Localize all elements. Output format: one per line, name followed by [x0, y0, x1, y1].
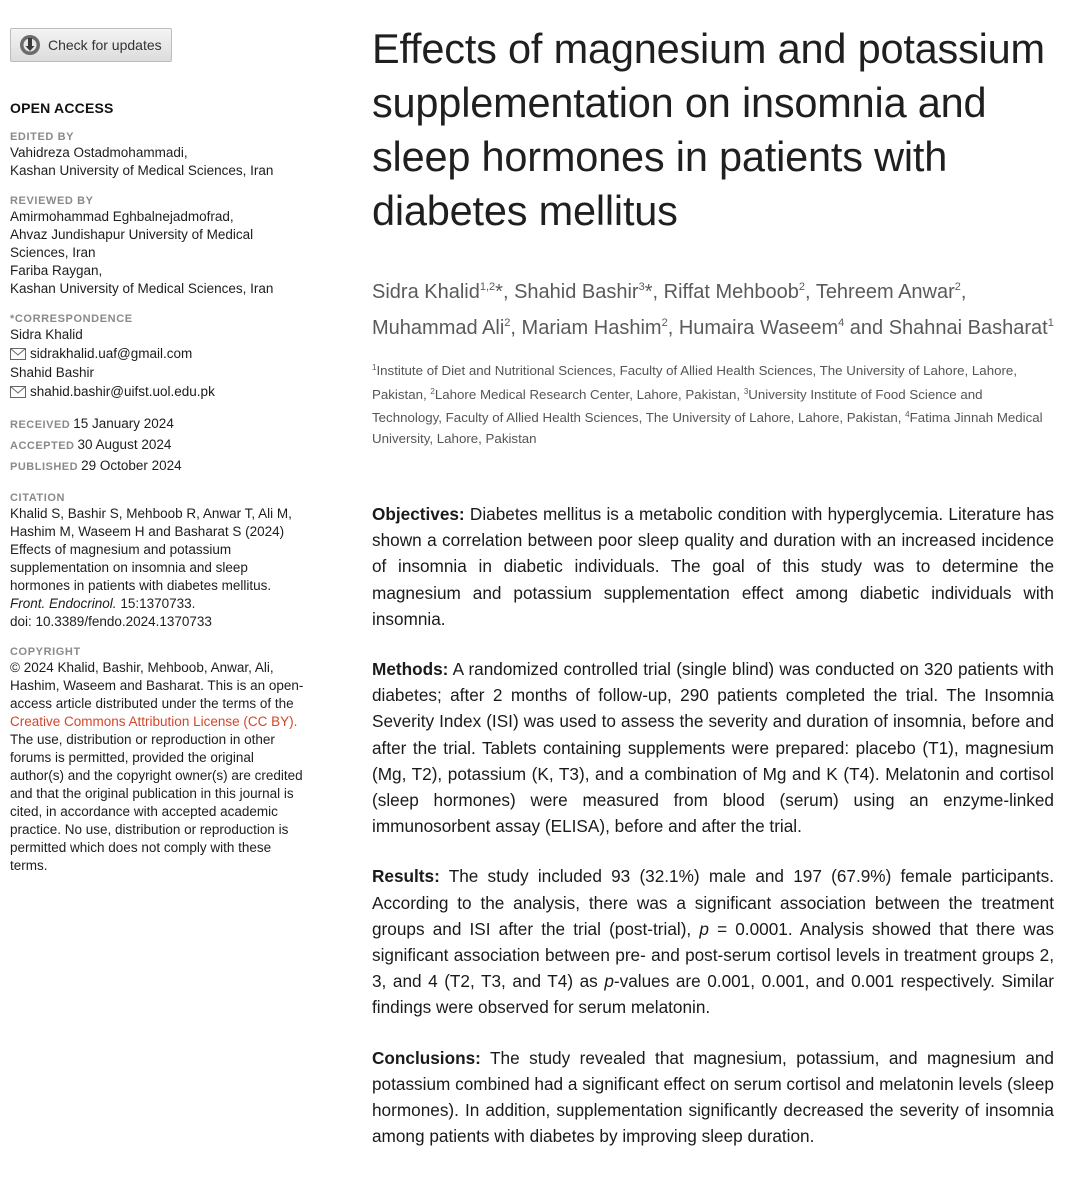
copyright-pre: © 2024 Khalid, Bashir, Mehboob, Anwar, Ali, Hashim, Waseem and Basharat. This is an open-access article distributed under the terms of the [10, 660, 304, 711]
citation-journal: Front. Endocrinol. [10, 596, 117, 611]
abstract-results [372, 863, 1054, 1020]
reviewer-line: Kashan University of Medical Sciences, Iran [10, 281, 274, 296]
correspondence-marker: * [644, 281, 653, 303]
edited-by-label: EDITED BY [10, 131, 75, 143]
affiliations [372, 358, 1054, 449]
citation-line: Effects of magnesium and potassium [10, 542, 232, 557]
article-sidebar [10, 28, 330, 875]
published-date: 29 October 2024 [81, 458, 182, 473]
correspondent-email[interactable]: shahid.bashir@uifst.uol.edu.pk [30, 384, 215, 399]
affiliation-number: 2 [430, 386, 435, 396]
affiliation-text: Institute of Diet and Nutritional Sciences, Faculty of Allied Health Sciences, The University of Lahore, Lahore, Pakistan, [372, 363, 1018, 402]
accepted-date: 30 August 2024 [77, 437, 172, 452]
received-date: 15 January 2024 [73, 416, 174, 431]
author-affiliation-marker: 2 [504, 317, 511, 329]
affiliation-number: 1 [372, 363, 377, 372]
citation-line: Khalid S, Bashir S, Mehboob R, Anwar T, Ali M, [10, 506, 292, 521]
affiliation-number: 3 [743, 386, 749, 396]
author-name[interactable]: Mariam Hashim [521, 317, 662, 339]
accepted-label: ACCEPTED [10, 440, 75, 452]
copyright-label: COPYRIGHT [10, 646, 81, 658]
author-separator: , [502, 281, 515, 303]
author-affiliation-marker: 1,2 [479, 281, 496, 293]
affiliation-number: 4 [905, 410, 910, 419]
author-affiliation-marker: 2 [798, 281, 806, 293]
author-name[interactable]: Riffat Mehboob [663, 281, 799, 303]
cc-license-link[interactable]: Creative Commons Attribution License (CC BY). [10, 714, 298, 729]
author-affiliation-marker: 1 [1047, 317, 1054, 329]
copyright-post: The use, distribution or reproduction in other forums is permitted, provided the original author(s) and the copyright owner(s) are credited and that the original publication in this journal is cited, in accordance with accepted academic practice. No use, distribution or reproduction is permitted which does not comply with these terms. [10, 732, 303, 873]
reviewer-line: Amirmohammad Eghbalnejadmofrad, [10, 209, 234, 224]
author-separator: , [805, 281, 816, 303]
citation-doi[interactable]: doi: 10.3389/fendo.2024.1370733 [10, 614, 212, 629]
author-name[interactable]: Humaira Waseem [678, 317, 839, 339]
correspondent-email-row [10, 344, 330, 364]
author-separator: , [652, 281, 664, 303]
objectives-heading: Objectives: [372, 504, 465, 524]
editor-name: Vahidreza Ostadmohammadi, [10, 145, 188, 160]
author-separator: , [667, 317, 679, 339]
published-label: PUBLISHED [10, 461, 79, 473]
citation-line: Hashim M, Waseem H and Basharat S (2024) [10, 524, 285, 539]
author-separator: , [510, 317, 522, 339]
open-access-label: OPEN ACCESS [10, 100, 114, 116]
correspondent-name: Shahid Bashir [10, 365, 95, 380]
mail-icon [10, 348, 26, 360]
affiliation-text: Lahore Medical Research Center, Lahore, Pakistan, [434, 386, 744, 402]
citation-journal-line [10, 595, 330, 613]
published-row [10, 456, 330, 477]
reviewer-line: Ahvaz Jundishapur University of Medical [10, 227, 254, 242]
conclusions-text: The study revealed that magnesium, potassium, and magnesium and potassium combined had a significant effect on serum cortisol and melatonin levels (sleep hormones). In addition, supplementation significantly decreased the severity of insomnia among patients with diabetes by improving sleep duration. [372, 1047, 1054, 1147]
citation-label: CITATION [10, 492, 66, 504]
results-text: The study included 93 (32.1%) male and 197 (67.9%) female participants. According to the analysis, there was a significant association between the treatment groups and ISI after the trial (post-trial), [372, 866, 1054, 939]
author-separator: , [960, 281, 967, 303]
affiliation-text: University Institute of Food Science and Technology, Faculty of Allied Health Sciences, The University of Lahore, Lahore, Pakistan, [372, 386, 983, 425]
article-title: Effects of magnesium and potassium supplementation on insomnia and sleep hormones in patients with diabetes mellitus [372, 25, 1045, 234]
author-affiliation-marker: 4 [838, 317, 845, 329]
check-for-updates-icon [19, 34, 41, 56]
author-name[interactable]: Shahnai Basharat [888, 317, 1048, 339]
author-name[interactable]: Muhammad Ali [372, 317, 505, 339]
p-symbol: p [604, 971, 614, 992]
dates-block [10, 414, 330, 477]
author-separator: and [844, 317, 889, 339]
p-symbol: p [699, 918, 709, 939]
author-affiliation-marker: 2 [661, 317, 668, 329]
editor-affiliation: Kashan University of Medical Sciences, Iran [10, 163, 274, 178]
abstract [372, 501, 1054, 1149]
reviewer-line: Fariba Raygan, [10, 263, 103, 278]
conclusions-heading: Conclusions: [372, 1047, 481, 1068]
correspondence-label: *CORRESPONDENCE [10, 313, 133, 325]
author-name[interactable]: Sidra Khalid [372, 281, 480, 303]
methods-text: A randomized controlled trial (single blind) was conducted on 320 patients with diabetes; after 2 months of follow-up, 290 patients completed the trial. The Insomnia Severity Index (ISI) was used to assess the severity and duration of insomnia, before and after the trial. Tablets containing supplements were prepared: placebo (T1), magnesium (Mg, T2), potassium (K, T3), and a combination of Mg and K (T4). Melatonin and cortisol (sleep hormones) were measured from blood (serum) using an enzyme-linked immunosorbent assay (ELISA), before and after the trial. [372, 659, 1054, 837]
results-heading: Results: [372, 866, 440, 887]
mail-icon [10, 386, 26, 398]
received-label: RECEIVED [10, 419, 71, 431]
article-main [372, 22, 1054, 1173]
citation-volume: 15:1370733. [116, 596, 196, 611]
citation-line: hormones in patients with diabetes mellitus. [10, 578, 272, 593]
abstract-conclusions [372, 1045, 1054, 1150]
citation-line: supplementation on insomnia and sleep [10, 560, 248, 575]
correspondence-marker: * [495, 281, 503, 303]
author-name[interactable]: Shahid Bashir [514, 281, 639, 303]
reviewed-by-label: REVIEWED BY [10, 195, 94, 207]
copyright-text [10, 659, 310, 875]
correspondent-name: Sidra Khalid [10, 327, 83, 342]
correspondent-email[interactable]: sidrakhalid.uaf@gmail.com [30, 346, 193, 361]
abstract-objectives [372, 501, 1054, 632]
objectives-text: Diabetes mellitus is a metabolic condition with hyperglycemia. Literature has shown a correlation between poor sleep quality and duration with an increased incidence of insomnia in diabetic individuals. The goal of this study was to determine the magnesium and potassium supplementation effect among diabetic individuals with insomnia. [372, 504, 1054, 629]
reviewer-line: Sciences, Iran [10, 245, 96, 260]
author-name[interactable]: Tehreem Anwar [815, 281, 955, 303]
received-row [10, 414, 330, 435]
check-for-updates-button[interactable] [10, 28, 172, 62]
results-text: = 0.0001. Analysis showed that there was significant association between pre- and post-serum cortisol levels in treatment groups 2, 3, and 4 (T2, T3, and T4) as [372, 918, 1055, 992]
affiliation-text: Fatima Jinnah Medical University, Lahore, Pakistan [372, 410, 1043, 446]
author-list [372, 272, 1054, 344]
author-affiliation-marker: 2 [954, 281, 961, 293]
results-text: -values are 0.001, 0.001, and 0.001 respectively. Similar findings were observed for serum melatonin. [372, 971, 1054, 1018]
methods-heading: Methods: [372, 659, 449, 680]
author-affiliation-marker: 3 [638, 281, 645, 293]
accepted-row [10, 435, 330, 456]
correspondent-email-row [10, 382, 330, 402]
check-for-updates-label: Check for updates [48, 37, 162, 53]
abstract-methods [372, 656, 1054, 839]
